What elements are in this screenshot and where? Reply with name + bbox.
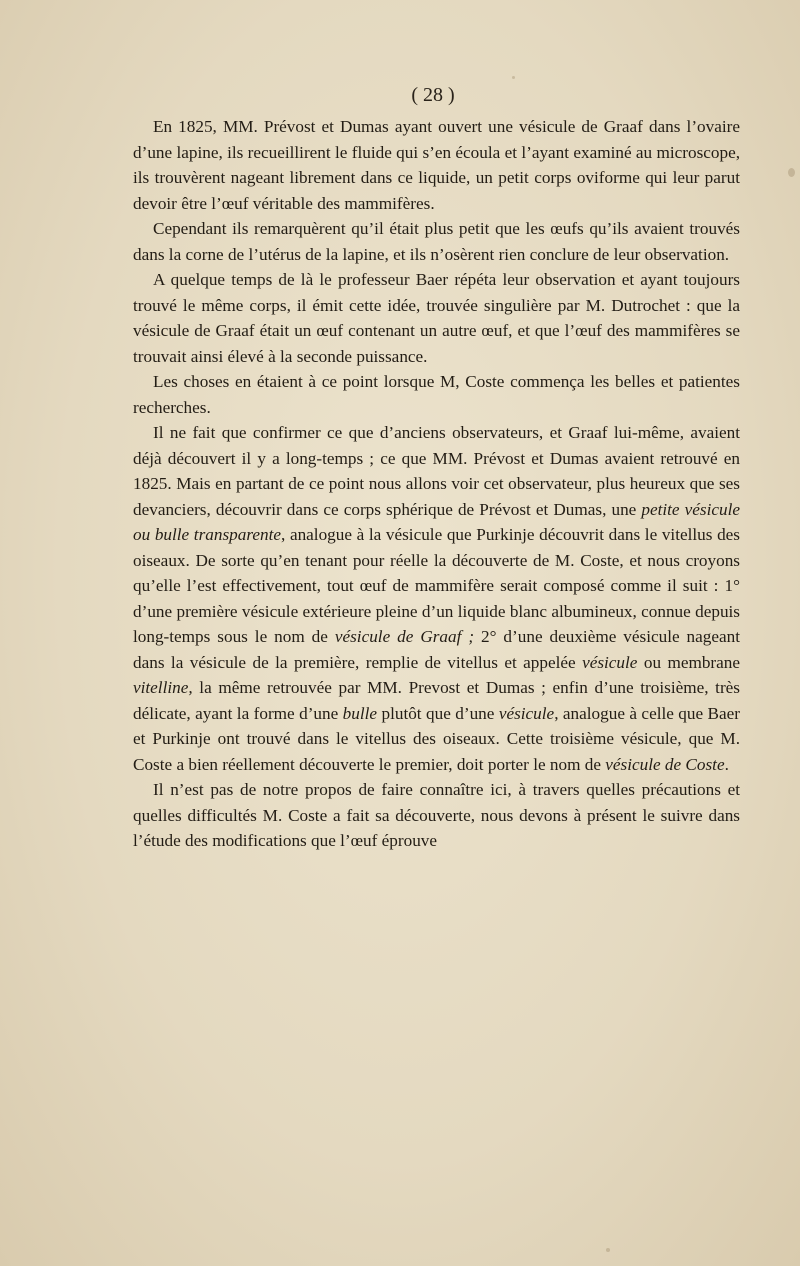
text-run: ou membrane xyxy=(637,652,740,672)
italic-term: vésicule xyxy=(498,703,555,723)
body-text xyxy=(133,114,740,854)
italic-term: vésicule xyxy=(582,652,638,672)
text-run: , analogue à la vésicule que Purkinje découvrit dans le vitellus des oiseaux. De sorte qu’en tenant pour réelle la découverte de M. Coste, et nous croyons qu’elle l’est effectivement, tout œuf de mammifère serait composé comme il suit : 1° d’une première vésicule extérieure pleine d’un liquide blanc albumineux, connue depuis long-temps sous le nom de xyxy=(133,525,740,646)
text-run: 2° d’une deuxième vésicule nageant dans la vésicule de la première, remplie de vitellus et appelée xyxy=(133,627,740,672)
text-run: . xyxy=(724,754,729,774)
italic-term: vésicule de Coste xyxy=(605,754,725,774)
paragraph: En 1825, MM. Prévost et Dumas ayant ouvert une vésicule de Graaf dans l’ovaire d’une lapine, ils recueillirent le fluide qui s’en écoula et l’ayant examiné au microscope, ils trouvèrent nageant librement dans ce liquide, un petit corps oviforme qui leur parut devoir être l’œuf véritable des mammifères. xyxy=(133,117,740,213)
text-run: plutôt que d’une xyxy=(377,703,499,723)
italic-term: petite vésicule ou bulle transparente xyxy=(133,499,740,544)
page-number: ( 28 ) xyxy=(411,84,455,106)
paragraph: Cependant ils remarquèrent qu’il était plus petit que les œufs qu’ils avaient trouvés dans la corne de l’utérus de la lapine, et ils n’osèrent rien conclure de leur observation. xyxy=(133,219,740,264)
italic-term: vitelline, xyxy=(133,678,193,697)
paper-stain xyxy=(606,1248,610,1252)
paragraph xyxy=(133,420,740,777)
paragraph: A quelque temps de là le professeur Baer répéta leur observation et ayant toujours trouvé le même corps, il émit cette idée, trouvée singulière par M. Dutrochet : que la vésicule de Graaf était un œuf contenant un autre œuf, et que l’œuf des mammifères se trouvait ainsi élevé à la seconde puissance. xyxy=(133,270,740,366)
paragraph: Les choses en étaient à ce point lorsque M, Coste commença les belles et patientes recherches. xyxy=(133,372,740,417)
text-run: , analogue à celle que Baer et Purkinje ont trouvé dans le vitellus des oiseaux. Cette troisième vésicule, que M. Coste a bien réellement découverte le premier, doit porter le nom de xyxy=(133,703,740,774)
paper-stain xyxy=(512,76,515,79)
text-run: la même retrouvée par MM. Prevost et Dumas ; enfin d’une troisième, très délicate, ayant la forme d’une xyxy=(133,678,740,723)
text-run: Il ne fait que confirmer ce que d’anciens observateurs, et Graaf lui-même, avaient déjà découvert il y a long-temps ; ce que MM. Prévost et Dumas avaient retrouvé en 1825. Mais en partant de ce point nous allons voir cet observateur, plus heureux que ses devanciers, découvrir dans ce corps sphérique de Prévost et Dumas, une xyxy=(133,423,740,519)
italic-term: vésicule de Graaf ; xyxy=(334,627,475,646)
paper-stain xyxy=(788,168,795,177)
paragraph: Il n’est pas de notre propos de faire connaître ici, à travers quelles précautions et quelles difficultés M. Coste a fait sa découverte, nous devons à présent le suivre dans l’étude des modifications que l’œuf éprouve xyxy=(133,780,740,850)
italic-term: bulle xyxy=(342,703,378,723)
